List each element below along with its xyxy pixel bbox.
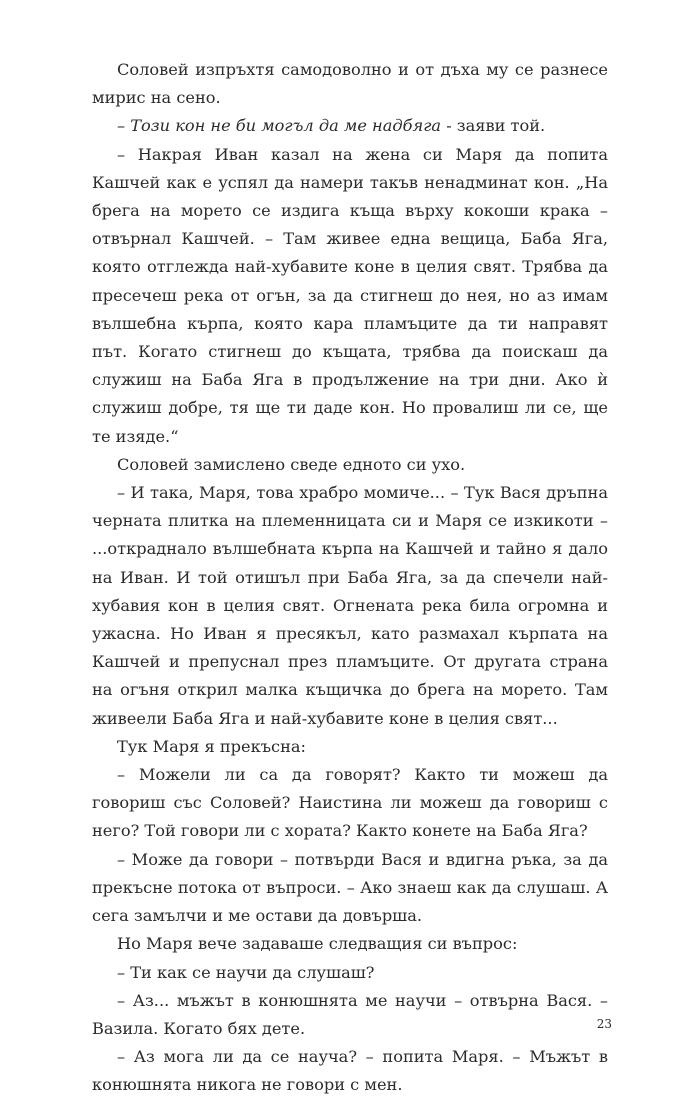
- paragraph: – Можели ли са да говорят? Както ти можеш да говориш със Соловей? Наистина ли можеш да говориш с него? Той говори ли с хората? Както конете на Баба Яга?: [92, 765, 608, 841]
- paragraph: Соловей замислено сведе едното си ухо.: [117, 454, 466, 474]
- paragraph: – Ти как се научи да слушаш?: [117, 962, 375, 982]
- paragraph: – Аз мога ли да се науча? – попита Маря. – Мъжът в конюшнята никога не говори с мен.: [92, 1047, 608, 1095]
- italic-speech: Този кон не би могъл да ме надбяга: [130, 116, 442, 136]
- paragraph: – Аз... мъжът в конюшнята ме научи – отвърна Вася. – Вазила. Когато бях дете.: [92, 990, 608, 1038]
- dash: –: [117, 116, 131, 136]
- paragraph: Тук Маря я прекъсна:: [117, 736, 306, 756]
- paragraph: Но Маря вече задаваше следващия си въпрос:: [117, 934, 518, 954]
- paragraph: [92, 112, 608, 140]
- paragraph: – Може да говори – потвърди Вася и вдигна ръка, за да прекъсне потока от въпроси. – Ако знаеш как да слушаш. А сега замълчи и ме остави да довърша.: [92, 849, 608, 926]
- speech-tag: - заяви той.: [441, 116, 546, 136]
- paragraph: – Накрая Иван казал на жена си Маря да попита Кашчей как е успял да намери такъв ненадминат кон. „На брега на морето се издига къща върху кокоши крака – отвърнал Кашчей. – Там живее една вещица, Баба Яга, която отглежда най-хубавите коне в целия свят. Трябва да пресечеш река от огън, за да стигнеш до нея, но аз имам вълшебна кърпа, която кара пламъците да ти направят път. Когато стигнеш до къщата, трябва да поискаш да служиш на Баба Яга в продължение на три дни. Ако ѝ служиш добре, тя ще ти даде кон. Но провалиш ли се, ще те изяде.“: [92, 144, 608, 446]
- page-number: 23: [596, 1017, 612, 1031]
- paragraph: Соловей изпръхтя самодоволно и от дъха му се разнесе мирис на сено.: [92, 60, 608, 108]
- paragraph: – И така, Маря, това храбро момиче... – Тук Вася дръпна черната плитка на племенницата си и Маря се изкикоти – ...откраднало вълшебната кърпа на Кашчей и тайно я дало на Иван. И той отишъл при Баба Яга, за да спечели най-хубавия кон в целия свят. Огнената река била огромна и ужасна. Но Иван я пресякъл, като размахал кърпата на Кашчей и препуснал през пламъците. От другата страна на огъня открил малка къщичка до брега на морето. Там живеели Баба Яга и най-хубавите коне в целия свят...: [92, 483, 608, 728]
- body-text: [92, 56, 608, 1100]
